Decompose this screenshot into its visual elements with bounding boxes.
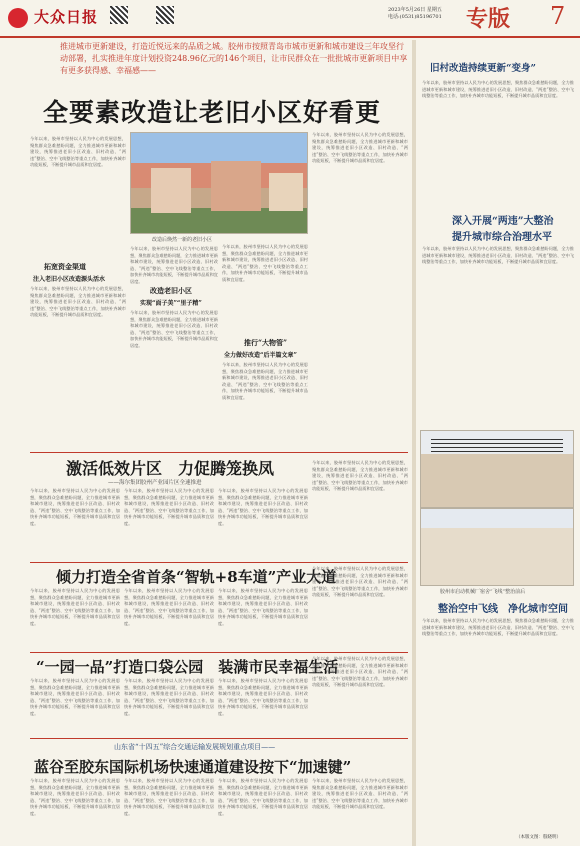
residential-photo: [130, 132, 308, 234]
body-text: 今年以来，胶州市坚持以人民为中心的发展思想，聚焦群众急难愁盼问题，全力推进城市更新和城市建设，统筹推进老旧小区改造、旧村改造、“两违”整治、空中飞线整治等重点工作，加快补齐城市功能短板，不断提升城市品质和宜居度。: [312, 460, 408, 492]
phone: 电话:(0531)85196701: [388, 14, 442, 20]
body-text: 今年以来，胶州市坚持以人民为中心的发展思想，聚焦群众急难愁盼问题，全力推进城市更新和城市建设，统筹推进老旧小区改造、旧村改造、“两违”整治、空中飞线整治等重点工作，加快补齐城市功能短板，不断提升城市品质和宜居度。: [312, 566, 408, 598]
column-divider: [412, 40, 416, 846]
body-text: 今年以来，胶州市坚持以人民为中心的发展思想，聚焦群众急难愁盼问题，全力推进城市更新和城市建设，统筹推进老旧小区改造、旧村改造、“两违”整治、空中飞线整治等重点工作，加快补齐城市功能短板，不断提升城市品质和宜居度。: [312, 132, 408, 164]
right-title-3: 整治空中飞线 净化城市空间: [438, 604, 568, 615]
body-text: 今年以来，胶州市坚持以人民为中心的发展思想，聚焦群众急难愁盼问题，全力推进城市更新和城市建设，统筹推进老旧小区改造、旧村改造、“两违”整治、空中飞线整治等重点工作，加快补齐城市功能短板，不断提升城市品质和宜居度。: [124, 678, 214, 716]
lead-paragraph: 推进城市更新建设，打造近悦远来的品质之城。胶州市按照青岛市城市更新和城市建设三年攻坚行动部署，扎实推进年度计划投资248.96亿元的146个项目，让市民群众在一批批城市更新项目中享有更多获得感、幸福感——: [60, 42, 408, 75]
body-text: 今年以来，胶州市坚持以人民为中心的发展思想，聚焦群众急难愁盼问题，全力推进城市更新和城市建设，统筹推进老旧小区改造、旧村改造、“两违”整治、空中飞线整治等重点工作，加快补齐城市功能短板，不断提升城市品质和宜居度。: [218, 488, 308, 526]
before-photo: [420, 430, 574, 508]
right-title-2a: 深入开展“两违”大整治: [452, 216, 554, 227]
issue-info: [388, 7, 442, 21]
page-number: 7: [550, 2, 566, 30]
body-text: 今年以来，胶州市坚持以人民为中心的发展思想，聚焦群众急难愁盼问题，全力推进城市更新和城市建设，统筹推进老旧小区改造、旧村改造、“两违”整治、空中飞线整治等重点工作，加快补齐城市功能短板，不断提升城市品质和宜居度。: [312, 656, 408, 688]
body-text: 今年以来，胶州市坚持以人民为中心的发展思想，聚焦群众急难愁盼问题，全力推进城市更新和城市建设，统筹推进老旧小区改造、旧村改造、“两违”整治、空中飞线整治等重点工作，加快补齐城市功能短板，不断提升城市品质和宜居度。: [422, 618, 574, 637]
body-text: 今年以来，胶州市坚持以人民为中心的发展思想，聚焦群众急难愁盼问题，全力推进城市更新和城市建设，统筹推进老旧小区改造、旧村改造、“两违”整治、空中飞线整治等重点工作，加快补齐城市功能短板，不断提升城市品质和宜居度。: [130, 246, 218, 284]
right-photo-caption: 胶州市启动机械厂宿舍“飞线”整治前后: [440, 589, 526, 595]
building-shape: [151, 168, 191, 213]
headline-3: 倾力打造全省首条“智轨+8车道”产业大道: [56, 568, 337, 586]
body-text: 今年以来，胶州市坚持以人民为中心的发展思想，聚焦群众急难愁盼问题，全力推进城市更新和城市建设，统筹推进老旧小区改造、旧村改造、“两违”整治、空中飞线整治等重点工作，加快补齐城市功能短板，不断提升城市品质和宜居度。: [30, 488, 120, 526]
body-text: 今年以来，胶州市坚持以人民为中心的发展思想，聚焦群众急难愁盼问题，全力推进城市更新和城市建设，统筹推进老旧小区改造、旧村改造、“两违”整治、空中飞线整治等重点工作，加快补齐城市功能短板，不断提升城市品质和宜居度。: [218, 588, 308, 626]
body-text: 今年以来，胶州市坚持以人民为中心的发展思想，聚焦群众急难愁盼问题，全力推进城市更新和城市建设，统筹推进老旧小区改造、旧村改造、“两违”整治、空中飞线整治等重点工作，加快补齐城市功能短板，不断提升城市品质和宜居度。: [422, 80, 574, 99]
body-text: 今年以来，胶州市坚持以人民为中心的发展思想，聚焦群众急难愁盼问题，全力推进城市更新和城市建设，统筹推进老旧小区改造、旧村改造、“两违”整治、空中飞线整治等重点工作，加快补齐城市功能短板，不断提升城市品质和宜居度。: [222, 244, 308, 282]
qr-code-icon: [110, 6, 128, 24]
divider: [30, 652, 408, 653]
body-text: 今年以来，胶州市坚持以人民为中心的发展思想，聚焦群众急难愁盼问题，全力推进城市更新和城市建设，统筹推进老旧小区改造、旧村改造、“两违”整治、空中飞线整治等重点工作，加快补齐城市功能短板，不断提升城市品质和宜居度。: [124, 778, 214, 816]
right-title-2b: 提升城市综合治理水平: [452, 232, 552, 243]
body-text: 今年以来，胶州市坚持以人民为中心的发展思想，聚焦群众急难愁盼问题，全力推进城市更新和城市建设，统筹推进老旧小区改造、旧村改造、“两违”整治、空中飞线整治等重点工作，加快补齐城市功能短板，不断提升城市品质和宜居度。: [130, 310, 218, 348]
body-text: 今年以来，胶州市坚持以人民为中心的发展思想，聚焦群众急难愁盼问题，全力推进城市更新和城市建设，统筹推进老旧小区改造、旧村改造、“两违”整治、空中飞线整治等重点工作，加快补齐城市功能短板，不断提升城市品质和宜居度。: [218, 678, 308, 716]
subhead-a: 拓宽资金渠道: [44, 262, 86, 271]
building-shape: [211, 161, 261, 211]
body-text: 今年以来，胶州市坚持以人民为中心的发展思想，聚焦群众急难愁盼问题，全力推进城市更新和城市建设，统筹推进老旧小区改造、旧村改造、“两违”整治、空中飞线整治等重点工作，加快补齐城市功能短板，不断提升城市品质和宜居度。: [218, 778, 308, 816]
subhead-a2: 注入老旧小区改造源头活水: [33, 276, 106, 283]
issue-date: 2023年5月26日 星期五: [388, 7, 442, 13]
right-title-1: 旧村改造持续更新“变身”: [430, 63, 536, 74]
newspaper-name: 大众日报: [34, 8, 99, 26]
photo-caption: 改造后焕然一新的老旧小区: [152, 237, 213, 243]
subhead-c2: 全力做好改造“后半篇文章”: [224, 352, 297, 359]
wire-lines: [431, 439, 563, 440]
body-text: 今年以来，胶州市坚持以人民为中心的发展思想，聚焦群众急难愁盼问题，全力推进城市更新和城市建设，统筹推进老旧小区改造、旧村改造、“两违”整治、空中飞线整治等重点工作，加快补齐城市功能短板，不断提升城市品质和宜居度。: [422, 246, 574, 265]
photo-credit: （本版文图：殷晓明）: [516, 835, 561, 840]
body-text: 今年以来，胶州市坚持以人民为中心的发展思想，聚焦群众急难愁盼问题，全力推进城市更新和城市建设，统筹推进老旧小区改造、旧村改造、“两违”整治、空中飞线整治等重点工作，加快补齐城市功能短板，不断提升城市品质和宜居度。: [312, 778, 408, 810]
body-text: 今年以来，胶州市坚持以人民为中心的发展思想，聚焦群众急难愁盼问题，全力推进城市更新和城市建设，统筹推进老旧小区改造、旧村改造、“两违”整治、空中飞线整治等重点工作，加快补齐城市功能短板，不断提升城市品质和宜居度。: [222, 362, 308, 400]
headline-2: 激活低效片区 力促腾笼换凤: [66, 459, 275, 478]
section-title: 专版: [466, 6, 511, 32]
subhead-c: 推行“大物管”: [244, 338, 288, 347]
headline-2-sub: ——海尔集团胶州产业园片区全速推进: [108, 480, 202, 486]
body-text: 今年以来，胶州市坚持以人民为中心的发展思想，聚焦群众急难愁盼问题，全力推进城市更新和城市建设，统筹推进老旧小区改造、旧村改造、“两违”整治、空中飞线整治等重点工作，加快补齐城市功能短板，不断提升城市品质和宜居度。: [30, 778, 120, 816]
body-text: 今年以来，胶州市坚持以人民为中心的发展思想，聚焦群众急难愁盼问题，全力推进城市更新和城市建设，统筹推进老旧小区改造、旧村改造、“两违”整治、空中飞线整治等重点工作，加快补齐城市功能短板，不断提升城市品质和宜居度。: [124, 588, 214, 626]
building-shape: [269, 173, 303, 211]
divider: [30, 452, 408, 453]
subhead-b: 改造老旧小区: [150, 286, 192, 295]
body-text: 今年以来，胶州市坚持以人民为中心的发展思想，聚焦群众急难愁盼问题，全力推进城市更新和城市建设，统筹推进老旧小区改造、旧村改造、“两违”整治、空中飞线整治等重点工作，加快补齐城市功能短板，不断提升城市品质和宜居度。: [124, 488, 214, 526]
headline-5: 蓝谷至胶东国际机场快速通道建设按下“加速键”: [34, 758, 352, 776]
body-text: 今年以来，胶州市坚持以人民为中心的发展思想，聚焦群众急难愁盼问题，全力推进城市更新和城市建设，统筹推进老旧小区改造、旧村改造、“两违”整治、空中飞线整治等重点工作，加快补齐城市功能短板，不断提升城市品质和宜居度。: [30, 678, 120, 716]
body-text: 今年以来，胶州市坚持以人民为中心的发展思想，聚焦群众急难愁盼问题，全力推进城市更新和城市建设，统筹推进老旧小区改造、旧村改造、“两违”整治、空中飞线整治等重点工作，加快补齐城市功能短板，不断提升城市品质和宜居度。: [30, 136, 126, 168]
body-text: 今年以来，胶州市坚持以人民为中心的发展思想，聚焦群众急难愁盼问题，全力推进城市更新和城市建设，统筹推进老旧小区改造、旧村改造、“两违”整治、空中飞线整治等重点工作，加快补齐城市功能短板，不断提升城市品质和宜居度。: [30, 588, 120, 626]
kicker-5: 山东省“十四五”综合交通运输发展规划重点项目——: [114, 743, 276, 751]
body-text: 今年以来，胶州市坚持以人民为中心的发展思想，聚焦群众急难愁盼问题，全力推进城市更新和城市建设，统筹推进老旧小区改造、旧村改造、“两违”整治、空中飞线整治等重点工作，加快补齐城市功能短板，不断提升城市品质和宜居度。: [30, 286, 126, 318]
headline-4: “一园一品”打造口袋公园 装满市民幸福生活: [36, 658, 339, 676]
qr-code-icon: [156, 6, 174, 24]
divider: [30, 738, 408, 739]
divider: [30, 562, 408, 563]
subhead-b2: 实现“面子美”“里子精”: [140, 300, 202, 307]
after-photo: [420, 508, 574, 586]
newspaper-logo-icon: [8, 8, 28, 28]
main-headline: 全要素改造让老旧小区好看更: [42, 98, 381, 127]
